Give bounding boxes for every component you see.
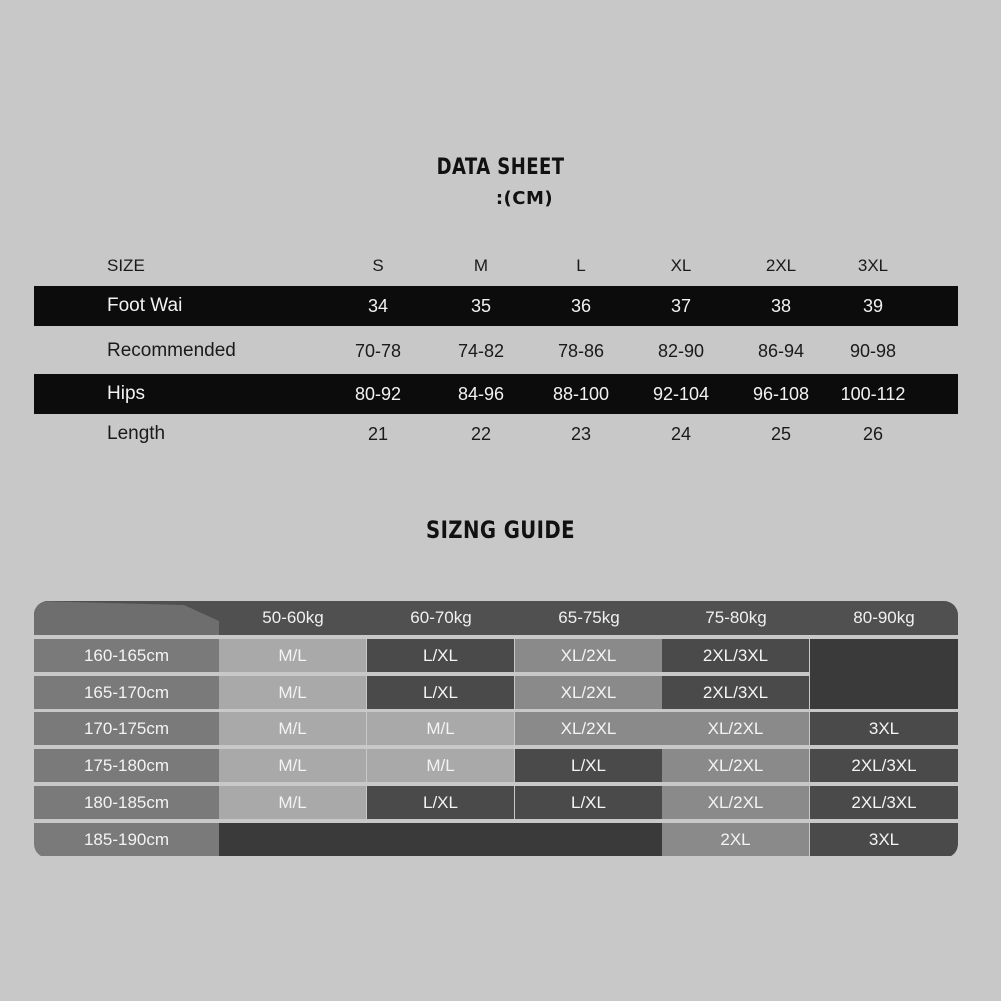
weight-header-cell: 75-80kg [705, 608, 767, 627]
height-row-label: 165-170cm [34, 676, 219, 709]
sizing-guide-title: SIZNG GUIDE [425, 516, 575, 544]
data-cell: 36 [570, 296, 592, 316]
size-recommendation-cell: M/L [219, 749, 366, 782]
size-recommendation-cell: L/XL [515, 786, 662, 819]
data-cell: 23 [570, 424, 592, 444]
size-recommendation-cell: XL/2XL [662, 749, 809, 782]
size-recommendation-cell: 2XL/3XL [810, 786, 958, 819]
size-recommendation-cell [219, 823, 367, 856]
height-row-label: 185-190cm [34, 823, 219, 856]
size-recommendation-cell: L/XL [515, 749, 662, 782]
sizing-guide-table [34, 601, 958, 858]
data-cell: 26 [862, 424, 884, 444]
data-sheet-unit: :(CM) [495, 188, 554, 209]
data-cell: 90-98 [849, 341, 897, 361]
data-cell: 82-90 [657, 341, 705, 361]
data-sheet-row [34, 374, 958, 414]
data-cell: 74-82 [457, 341, 505, 361]
row-label: Recommended [107, 340, 236, 361]
size-recommendation-cell: XL/2XL [515, 639, 662, 672]
data-cell: 24 [670, 424, 692, 444]
data-cell: 21 [367, 424, 389, 444]
size-recommendation-cell: 3XL [810, 712, 958, 745]
weight-header-cell: 80-90kg [853, 608, 915, 627]
data-cell: 96-108 [752, 384, 810, 404]
data-sheet-row [34, 414, 958, 454]
size-header-cell: L [576, 256, 586, 275]
row-label: Length [107, 423, 166, 444]
size-recommendation-cell: 2XL/3XL [810, 749, 958, 782]
size-recommendation-cell: M/L [367, 712, 514, 745]
data-cell: 25 [770, 424, 792, 444]
size-recommendation-cell: XL/2XL [662, 712, 809, 745]
height-row-label: 175-180cm [34, 749, 219, 782]
data-cell: 39 [862, 296, 884, 316]
size-recommendation-cell: XL/2XL [662, 786, 809, 819]
size-recommendation-cell: L/XL [367, 639, 514, 672]
size-recommendation-cell [810, 639, 958, 709]
height-row-label: 160-165cm [34, 639, 219, 672]
size-recommendation-cell: 2XL [662, 823, 809, 856]
data-cell: 86-94 [757, 341, 805, 361]
data-cell: 34 [367, 296, 389, 316]
data-cell: 78-86 [557, 341, 605, 361]
data-cell: 70-78 [354, 341, 402, 361]
size-header-cell: 2XL [765, 256, 797, 275]
size-recommendation-cell: M/L [219, 712, 366, 745]
height-row-label: 170-175cm [34, 712, 219, 745]
weight-header-cell: 50-60kg [262, 608, 324, 627]
height-row-label: 180-185cm [34, 786, 219, 819]
size-recommendation-cell [515, 823, 663, 856]
size-recommendation-cell: 2XL/3XL [662, 676, 809, 709]
data-cell: 80-92 [354, 384, 402, 404]
data-cell: 37 [670, 296, 692, 316]
data-cell: 84-96 [457, 384, 505, 404]
data-sheet-row [34, 286, 958, 326]
data-cell: 38 [770, 296, 792, 316]
data-cell: 100-112 [840, 384, 906, 404]
size-header-label: SIZE [107, 256, 145, 275]
size-recommendation-cell [367, 823, 515, 856]
size-recommendation-cell: XL/2XL [515, 712, 662, 745]
data-cell: 22 [470, 424, 492, 444]
weight-header-cell: 60-70kg [410, 608, 472, 627]
data-sheet-row [34, 331, 958, 371]
weight-header-cell: 65-75kg [558, 608, 620, 627]
size-recommendation-cell: XL/2XL [515, 676, 662, 709]
size-header-cell: XL [670, 256, 692, 275]
size-header-cell: M [473, 256, 489, 275]
size-recommendation-cell: M/L [219, 676, 366, 709]
row-label: Foot Wai [107, 295, 183, 316]
size-header-cell: S [372, 256, 384, 275]
data-sheet-title: DATA SHEET [436, 155, 565, 180]
data-cell: 35 [470, 296, 492, 316]
size-recommendation-cell: 2XL/3XL [662, 639, 809, 672]
size-recommendation-cell: M/L [219, 639, 366, 672]
row-label: Hips [107, 383, 146, 404]
size-recommendation-cell: M/L [367, 749, 514, 782]
size-recommendation-cell: L/XL [367, 676, 514, 709]
size-header-cell: 3XL [857, 256, 889, 275]
data-sheet-header-row [34, 246, 958, 286]
size-recommendation-cell: M/L [219, 786, 366, 819]
data-cell: 88-100 [552, 384, 610, 404]
header-corner-shape [34, 601, 219, 635]
data-cell: 92-104 [652, 384, 710, 404]
size-recommendation-cell: 3XL [810, 823, 958, 856]
size-recommendation-cell: L/XL [367, 786, 514, 819]
